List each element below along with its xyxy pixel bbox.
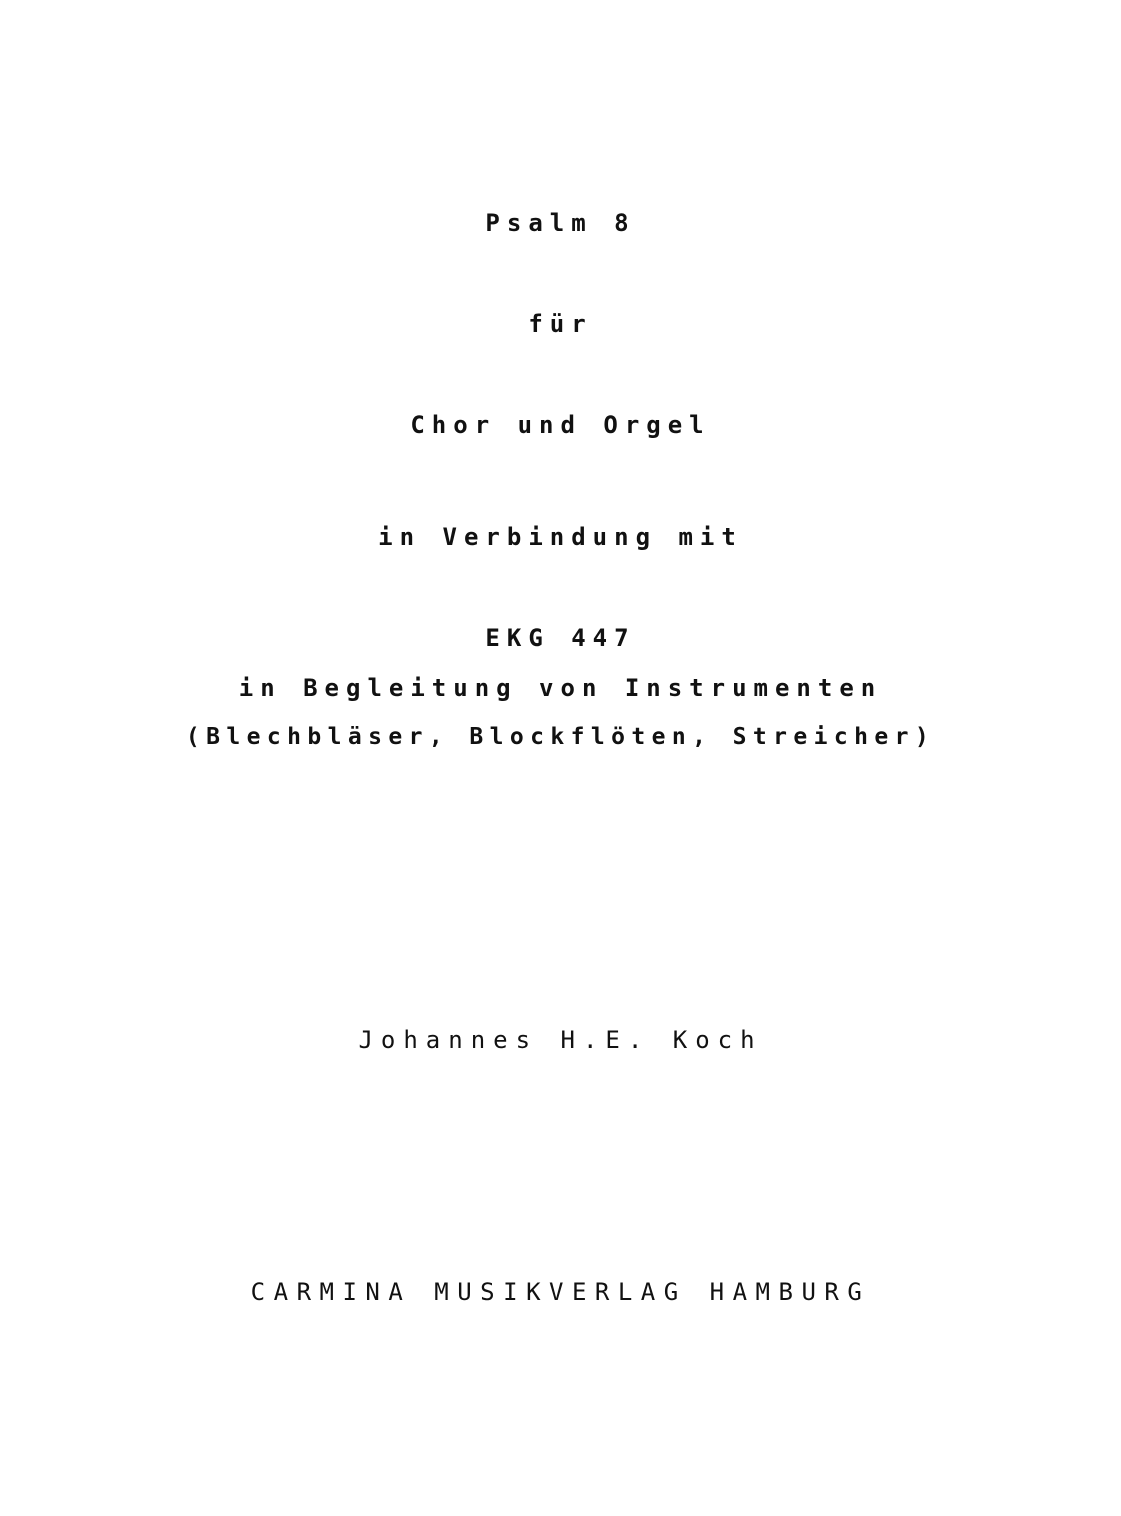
instruments-line: (Blechbläser, Blockflöten, Streicher) [185,724,936,750]
publisher-name: CARMINA MUSIKVERLAG HAMBURG [250,1278,871,1306]
accompaniment-line: in Begleitung von Instrumenten [238,674,883,702]
hymn-reference: EKG 447 [485,624,636,652]
work-title: Psalm 8 [485,209,636,237]
connection-line: in Verbindung mit [378,523,743,551]
composer-name: Johannes H.E. Koch [358,1026,763,1054]
for-line: für [528,310,593,338]
instrumentation-line: Chor und Orgel [410,411,711,439]
